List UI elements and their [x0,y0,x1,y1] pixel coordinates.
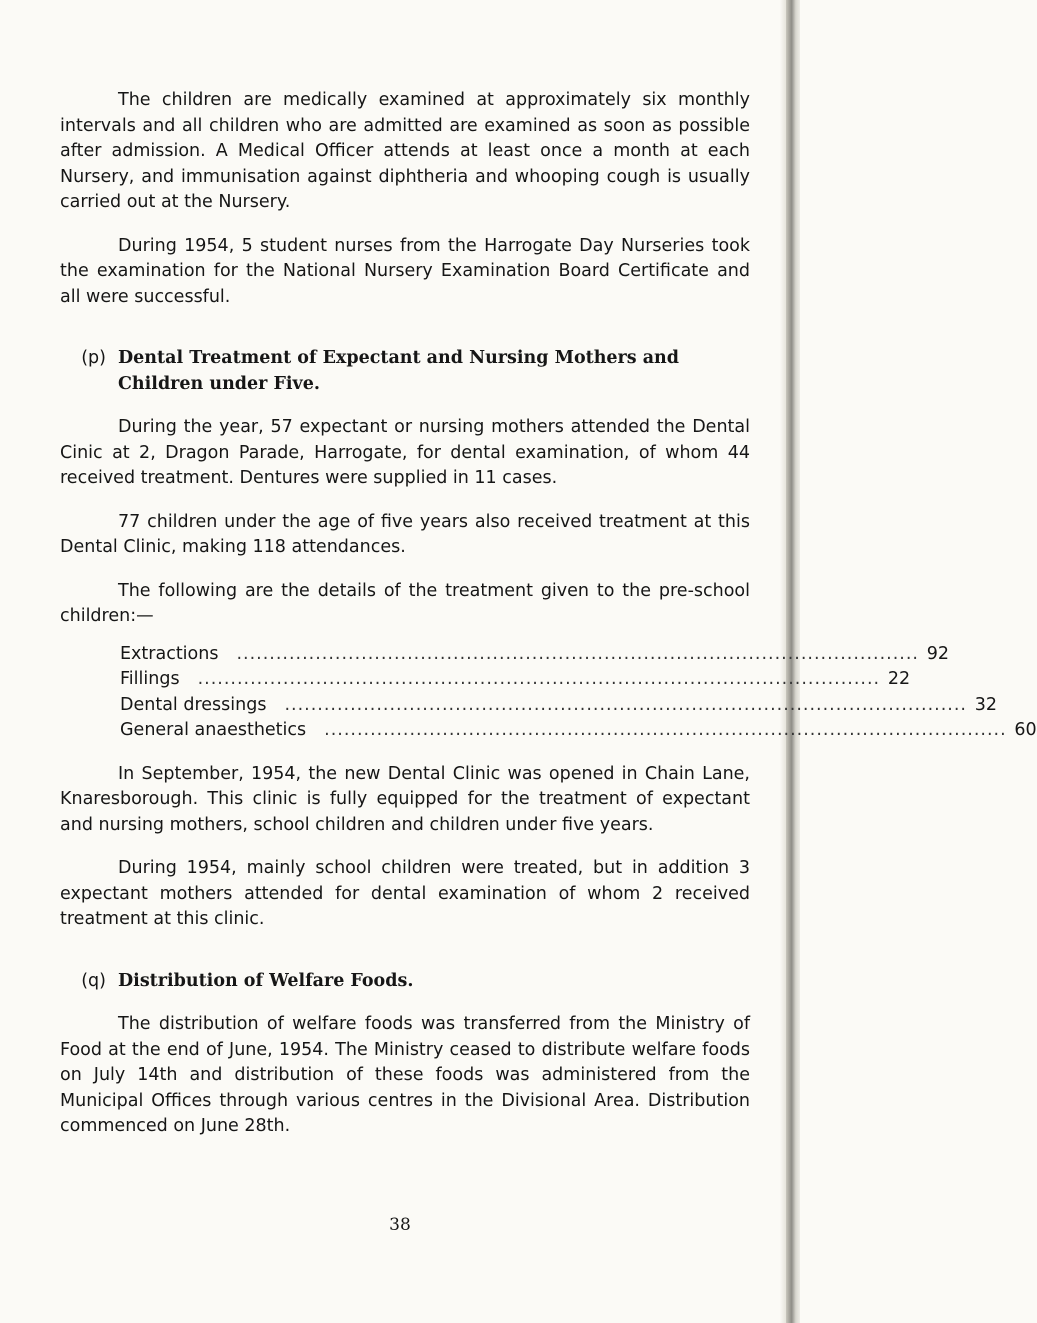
section-heading-dental [60,346,750,397]
treatment-value: 32 [974,694,997,715]
paragraph-medical-exams: The children are medically examined at approximately six monthly intervals and all children who are admitted are examined as soon as possible after admission. A Medical Officer attends at least once a month at each Nursery, and immunisation against diphtheria and whooping cough is usually carried out at the Nursery. [60,90,750,212]
treatment-value: 22 [887,669,911,689]
leader-dots: ........................................................................................................ [284,694,967,715]
list-item [120,642,949,668]
leader-dots: ........................................................................................................ [236,643,919,664]
leader-dots: ........................................................................................................ [197,669,881,689]
section-title: Dental Treatment of Expectant and Nursing Mothers and Children under Five. [118,348,680,394]
paragraph-student-nurses: During 1954, 5 student nurses from the Harrogate Day Nurseries took the examination for the National Nursery Examination Board Certificate and all were successful. [60,235,750,307]
list-item [120,667,911,693]
list-item [120,718,1037,744]
paragraph-dental-children: 77 children under the age of five years also received treatment at this Dental Clinic, making 118 attendances. [60,511,750,557]
document-body [60,88,1037,1140]
section-title: Distribution of Welfare Foods. [118,970,414,991]
paragraph-treatment-intro: The following are the details of the treatment given to the pre-school children:— [60,580,750,626]
section-letter: (q) [81,970,106,991]
paragraph-new-clinic: In September, 1954, the new Dental Clinic was opened in Chain Lane, Knaresborough. This clinic is fully equipped for the treatment of expectant and nursing mothers, school children and children under five years. [60,763,750,835]
treatment-value: 60 [1014,720,1037,740]
treatment-label: General anaesthetics [120,720,307,740]
paragraph-clinic-usage: During 1954, mainly school children were treated, but in addition 3 expectant mothers attended for dental examination of whom 2 received treatment at this clinic. [60,858,750,929]
paragraph-welfare-foods: The distribution of welfare foods was transferred from the Ministry of Food at the end of June, 1954. The Ministry ceased to distribute welfare foods on July 14th and distribution of these foods was administered from the Municipal Offices through various centres in the Divisional Area. Distribution commenced on June 28th. [60,1014,750,1136]
page-number: 38 [389,1215,411,1235]
paragraph-dental-mothers: During the year, 57 expectant or nursing mothers attended the Dental Cinic at 2, Dragon Parade, Harrogate, for dental examination, of whom 44 received treatment. Dentures were supplied in 11 cases. [60,417,750,488]
treatment-label: Extractions [120,643,219,664]
treatment-list [120,642,1037,744]
section-heading-welfare-foods [60,969,750,995]
list-item [120,693,997,719]
section-letter: (p) [81,348,106,368]
leader-dots: ........................................................................................................ [324,720,1007,740]
treatment-label: Dental dressings [120,694,267,715]
treatment-label: Fillings [120,669,180,689]
treatment-value: 92 [926,643,949,664]
